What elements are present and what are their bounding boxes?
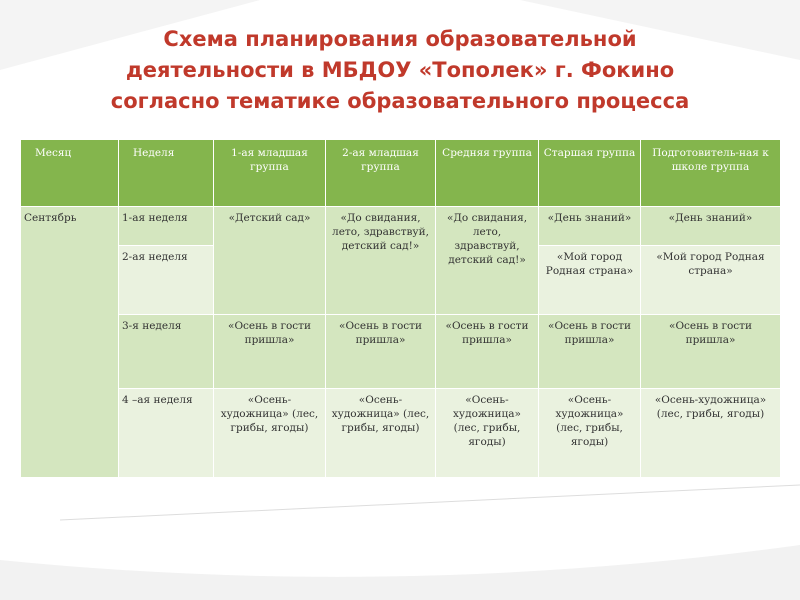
table-cell: «Осень-художница» (лес, грибы, ягоды) <box>326 389 436 478</box>
table-cell: «Мой город Родная страна» <box>641 246 781 315</box>
week-cell: 2-ая неделя <box>119 246 214 315</box>
header-group-2: 2-ая младшая группа <box>326 140 436 207</box>
table-cell: «Осень-художница» (лес, грибы, ягоды) <box>214 389 326 478</box>
slide-title <box>40 24 760 117</box>
week-cell: 1-ая неделя <box>119 207 214 246</box>
table-row <box>21 389 781 478</box>
header-group-3: Средняя группа <box>436 140 539 207</box>
header-month: Месяц <box>21 140 119 207</box>
table-cell: «Осень в гости пришла» <box>214 315 326 389</box>
week-cell: 4 –ая неделя <box>119 389 214 478</box>
table-cell: «До свидания, лето, здравствуй, детский сад!» <box>436 207 539 315</box>
table-cell: «Осень-художница» (лес, грибы, ягоды) <box>641 389 781 478</box>
header-week: Неделя <box>119 140 214 207</box>
table-row <box>21 207 781 246</box>
planning-table <box>20 139 781 478</box>
table-cell: «Осень-художница» (лес, грибы, ягоды) <box>539 389 641 478</box>
header-group-1: 1-ая младшая группа <box>214 140 326 207</box>
table-cell: «Осень в гости пришла» <box>539 315 641 389</box>
week-cell: 3-я неделя <box>119 315 214 389</box>
table-row <box>21 315 781 389</box>
header-group-4: Старшая группа <box>539 140 641 207</box>
header-group-5: Подготовитель-ная к школе группа <box>641 140 781 207</box>
title-line-1: Схема планирования образовательной <box>163 27 637 51</box>
table-cell: «Осень в гости пришла» <box>641 315 781 389</box>
table-cell: «Детский сад» <box>214 207 326 315</box>
header-row <box>21 140 781 207</box>
table-cell: «День знаний» <box>641 207 781 246</box>
table-cell: «Осень в гости пришла» <box>326 315 436 389</box>
month-cell: Сентябрь <box>21 207 119 478</box>
title-line-3: согласно тематике образовательного процесса <box>110 89 690 113</box>
table-cell: «До свидания, лето, здравствуй, детский сад!» <box>326 207 436 315</box>
table-cell: «День знаний» <box>539 207 641 246</box>
table-cell: «Мой город Родная страна» <box>539 246 641 315</box>
title-line-2: деятельности в МБДОУ «Тополек» г. Фокино <box>125 58 675 82</box>
table-cell: «Осень-художница» (лес, грибы, ягоды) <box>436 389 539 478</box>
table-cell: «Осень в гости пришла» <box>436 315 539 389</box>
